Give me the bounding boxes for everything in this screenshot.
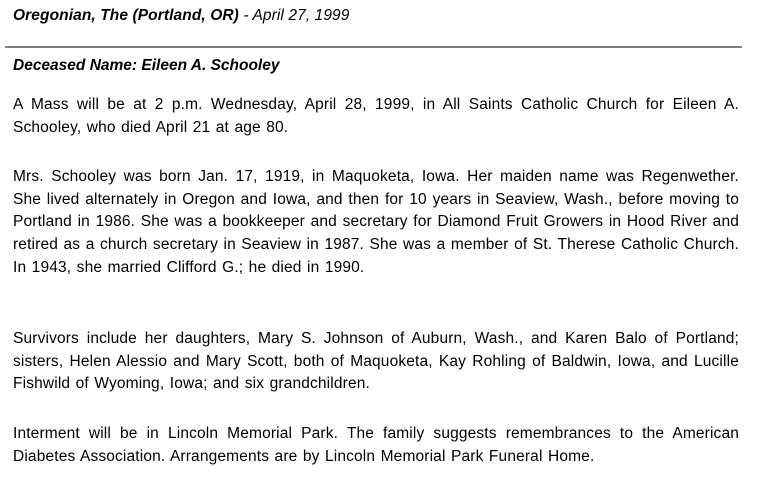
publication-date: April 27, 1999 <box>252 7 350 24</box>
source-separator: - <box>238 7 253 24</box>
obituary-paragraph-interment: Interment will be in Lincoln Memorial Park. The family suggests remembrances to the American Diabetes Association. Arrangements are by Lincoln Memorial Park Funeral Home. <box>13 425 739 465</box>
obituary-paragraph-biography: Mrs. Schooley was born Jan. 17, 1919, in Maquoketa, Iowa. Her maiden name was Regenwether. She lived alternately in Oregon and Iowa, and then for 10 years in Seaview, Wash., before moving to Portland in 1986. She was a bookkeeper and secretary for Diamond Fruit Growers in Hood River and retired as a church secretary in Seaview in 1987. She was a member of St. Therese Catholic Church. In 1943, she married Clifford G.; he died in 1990. <box>13 168 739 276</box>
source-line <box>13 7 350 25</box>
deceased-name-heading: Deceased Name: Eileen A. Schooley <box>13 57 280 74</box>
obituary-paragraph-survivors: Survivors include her daughters, Mary S. Johnson of Auburn, Wash., and Karen Balo of Portland; sisters, Helen Alessio and Mary Scott, both of Maquoketa, Kay Rohling of Baldwin, Iowa, and Lucille Fishwild of Wyoming, Iowa; and six grandchildren. <box>13 330 739 393</box>
obituary-paragraph-service: A Mass will be at 2 p.m. Wednesday, April 28, 1999, in All Saints Catholic Church for Eileen A. Schooley, who died April 21 at age 80. <box>13 96 739 136</box>
divider-rule <box>5 46 742 48</box>
publication-name: Oregonian, The (Portland, OR) <box>13 7 239 24</box>
